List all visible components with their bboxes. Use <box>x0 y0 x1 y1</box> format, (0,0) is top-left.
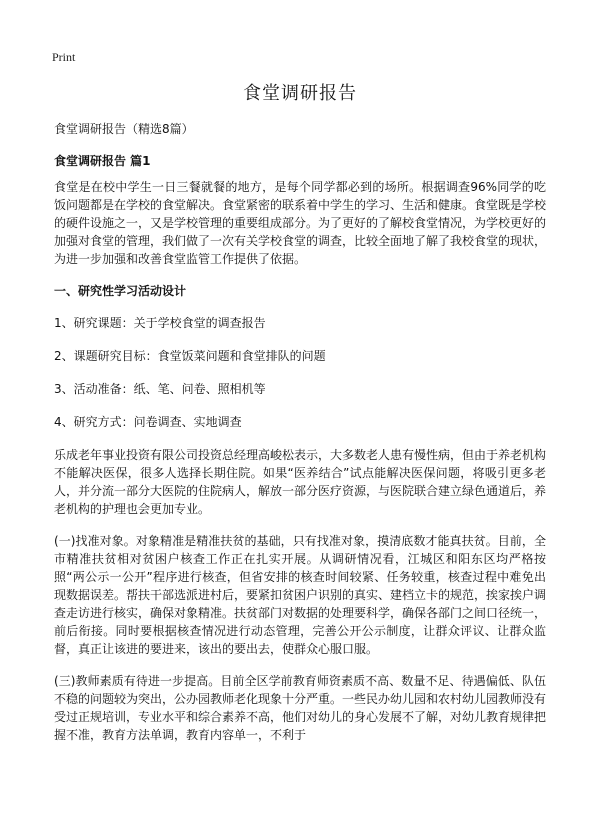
print-label: Print <box>52 50 76 64</box>
list-item-research-method: 4、研究方式：问卷调查、实地调查 <box>54 415 242 429</box>
section-heading: 食堂调研报告 篇1 <box>54 154 151 168</box>
paragraph-elderly-care: 乐成老年事业投资有限公司投资总经理高峻松表示，大多数老人患有慢性病，但由于养老机构不能解决医保，很多人选择长期住院。如果“医养结合”试点能解决医保问题，将吸引更多老人，并分流一部分大医院的住院病人，解放一部分医疗资源，与医院联合建立绿色通道后，养老机构的护理也会更加专业。 <box>54 448 547 516</box>
outline-heading: 一、研究性学习活动设计 <box>54 284 187 298</box>
paragraph-teacher-quality: (三)教师素质有待进一步提高。目前全区学前教育师资素质不高、数量不足、待遇偏低、队伍不稳的问题较为突出，公办园教师老化现象十分严重。一些民办幼儿园和农村幼儿园教师没有受过正规培训，专业水平和综合素养不高，他们对幼儿的身心发展不了解，对幼儿教育规律把握不准，教育方法单调，教育内容单一，不利于 <box>54 674 547 742</box>
document-title: 食堂调研报告 <box>243 83 357 104</box>
list-item-preparation: 3、活动准备：纸、笔、问卷、照相机等 <box>54 382 266 396</box>
document-subtitle: 食堂调研报告（精选8篇） <box>54 122 194 136</box>
list-item-research-topic: 1、研究课题：关于学校食堂的调查报告 <box>54 316 266 330</box>
list-item-research-goal: 2、课题研究目标：食堂饭菜问题和食堂排队的问题 <box>54 349 326 363</box>
paragraph-targeting: (一)找准对象。对象精准是精准扶贫的基础，只有找准对象，摸清底数才能真扶贫。目前，全市精准扶贫相对贫困户核查工作正在扎实开展。从调研情况看，江城区和阳东区均严格按照“两公示一公开”程序进行核查，但省安排的核查时间较紧、任务较重，核查过程中难免出现数据误差。帮扶干部选派进村后，要紧扣贫困户识别的真实、建档立卡的规范，挨家挨户调查走访进行核实，确保对象精准。扶贫部门对数据的处理要科学，确保各部门之间口径统一，前后衔接。同时要根据核查情况进行动态管理，完善公开公示制度，让群众评议、让群众监督，真正让该进的要进来，该出的要出去，使群众心服口服。 <box>54 534 547 656</box>
intro-paragraph: 食堂是在校中学生一日三餐就餐的地方，是每个同学都必到的场所。根据调查96%同学的吃饭问题都是在学校的食堂解决。食堂紧密的联系着中学生的学习、生活和健康。食堂既是学校的硬件设施之一，又是学校管理的重要组成部分。为了更好的了解校食堂情况，为学校更好的加强对食堂的管理，我们做了一次有关学校食堂的调查，比较全面地了解了我校食堂的现状，为进一步加强和改善食堂监管工作提供了依据。 <box>54 180 547 266</box>
document-body <box>54 120 546 758</box>
